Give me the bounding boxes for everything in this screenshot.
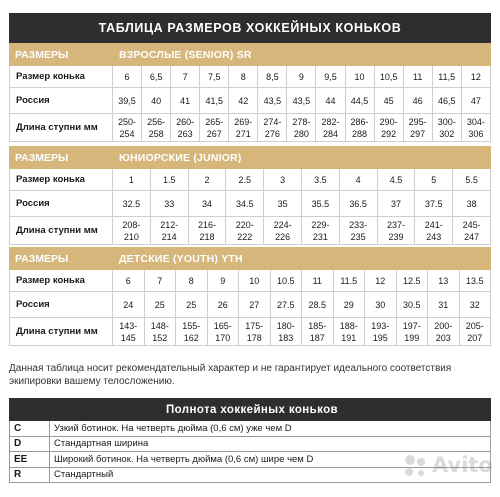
table-cell: 13.5 <box>459 270 491 292</box>
table-cell: 29 <box>333 292 365 318</box>
cell-line: 214 <box>161 231 177 242</box>
table-cell: 35 <box>264 191 302 217</box>
fit-table-header <box>10 399 491 421</box>
cell-line: 233- <box>349 219 368 230</box>
cell-line: 187 <box>309 332 325 343</box>
cell-line: 306 <box>468 128 484 139</box>
section-header-label: РАЗМЕРЫ <box>10 147 113 169</box>
table-cell <box>316 114 345 142</box>
row-label: Россия <box>10 191 113 217</box>
table-cell: 34.5 <box>226 191 264 217</box>
cell-line: 212- <box>160 219 179 230</box>
table-cell: 5 <box>415 169 453 191</box>
table-cell <box>339 217 377 245</box>
table-cell: 27 <box>239 292 271 318</box>
table-cell: 12.5 <box>396 270 428 292</box>
table-cell: 6 <box>113 270 145 292</box>
cell-line: 282- <box>321 116 340 127</box>
cell-line: 239 <box>388 231 404 242</box>
cell-line: 241- <box>424 219 443 230</box>
table-cell: 6 <box>113 66 142 88</box>
table-cell: 47 <box>461 88 490 114</box>
table-cell: 1.5 <box>150 169 188 191</box>
table-cell <box>200 114 229 142</box>
table-cell <box>171 114 200 142</box>
table-cell: 11.5 <box>333 270 365 292</box>
table-cell <box>113 318 145 346</box>
table-cell: 41,5 <box>200 88 229 114</box>
fit-row <box>10 467 491 483</box>
cell-line: 200- <box>434 320 453 331</box>
cell-line: 254 <box>119 128 135 139</box>
section-header <box>10 44 491 66</box>
cell-line: 199 <box>404 332 420 343</box>
table-cell: 12 <box>365 270 397 292</box>
cell-line: 178 <box>246 332 262 343</box>
table-cell <box>365 318 397 346</box>
fit-code: EE <box>10 452 50 468</box>
fit-description: Стандартный <box>50 467 491 483</box>
table-cell: 27.5 <box>270 292 302 318</box>
table-cell: 11,5 <box>432 66 461 88</box>
cell-line: 302 <box>439 128 455 139</box>
cell-line: 191 <box>341 332 357 343</box>
table-cell: 4.5 <box>377 169 415 191</box>
table-cell: 5.5 <box>453 169 491 191</box>
table-cell: 44,5 <box>345 88 374 114</box>
table-cell: 38 <box>453 191 491 217</box>
cell-line: 145 <box>120 332 136 343</box>
table-cell <box>142 114 171 142</box>
cell-line: 286- <box>350 116 369 127</box>
table-cell: 2.5 <box>226 169 264 191</box>
table-row <box>10 318 491 346</box>
table-cell: 8 <box>176 270 208 292</box>
cell-line: 284 <box>322 128 338 139</box>
table-cell: 25 <box>144 292 176 318</box>
table-cell: 45 <box>374 88 403 114</box>
cell-line: 274- <box>263 116 282 127</box>
cell-line: 290- <box>379 116 398 127</box>
table-cell: 41 <box>171 88 200 114</box>
table-cell: 37 <box>377 191 415 217</box>
cell-line: 180- <box>276 320 295 331</box>
table-cell: 40 <box>142 88 171 114</box>
cell-line: 188- <box>339 320 358 331</box>
cell-line: 207 <box>467 332 483 343</box>
cell-line: 218 <box>199 231 215 242</box>
row-label: Размер конька <box>10 270 113 292</box>
cell-line: 260- <box>176 116 195 127</box>
table-cell <box>459 318 491 346</box>
cell-line: 170 <box>215 332 231 343</box>
table-cell: 8 <box>229 66 258 88</box>
table-cell: 43,5 <box>258 88 287 114</box>
fit-code: R <box>10 467 50 483</box>
table-cell: 44 <box>316 88 345 114</box>
table-cell: 10,5 <box>374 66 403 88</box>
table-cell: 33 <box>150 191 188 217</box>
cell-line: 226 <box>275 231 291 242</box>
table-row <box>10 217 491 245</box>
table-cell <box>270 318 302 346</box>
table-cell: 8,5 <box>258 66 287 88</box>
table-cell: 7 <box>144 270 176 292</box>
section-header-label: РАЗМЕРЫ <box>10 248 113 270</box>
fit-row <box>10 436 491 452</box>
cell-line: 229- <box>311 219 330 230</box>
table-cell: 37.5 <box>415 191 453 217</box>
cell-line: 222 <box>237 231 253 242</box>
table-cell: 31 <box>428 292 460 318</box>
cell-line: 237- <box>386 219 405 230</box>
table-cell: 7 <box>171 66 200 88</box>
fit-table-title: Полнота хоккейных коньков <box>10 399 491 421</box>
table-cell: 46,5 <box>432 88 461 114</box>
table-cell: 9 <box>287 66 316 88</box>
table-cell <box>461 114 490 142</box>
cell-line: 263 <box>177 128 193 139</box>
fit-row <box>10 452 491 468</box>
table-cell: 3 <box>264 169 302 191</box>
table-cell: 10 <box>345 66 374 88</box>
cell-line: 245- <box>462 219 481 230</box>
table-cell <box>113 114 142 142</box>
cell-line: 265- <box>205 116 224 127</box>
table-cell <box>333 318 365 346</box>
row-label: Длина ступни мм <box>10 217 113 245</box>
cell-line: 250- <box>118 116 137 127</box>
cell-line: 205- <box>465 320 484 331</box>
table-cell: 13 <box>428 270 460 292</box>
table-cell: 26 <box>207 292 239 318</box>
table-cell: 43,5 <box>287 88 316 114</box>
table-cell: 35.5 <box>301 191 339 217</box>
table-cell <box>396 318 428 346</box>
table-row <box>10 66 491 88</box>
cell-line: 247 <box>464 231 480 242</box>
table-cell <box>239 318 271 346</box>
cell-line: 152 <box>152 332 168 343</box>
table-cell: 1 <box>113 169 151 191</box>
cell-line: 155- <box>182 320 201 331</box>
table-cell <box>176 318 208 346</box>
table-cell <box>345 114 374 142</box>
cell-line: 208- <box>122 219 141 230</box>
cell-line: 183 <box>278 332 294 343</box>
table-cell: 30.5 <box>396 292 428 318</box>
cell-line: 162 <box>183 332 199 343</box>
table-cell: 9 <box>207 270 239 292</box>
row-label: Россия <box>10 292 113 318</box>
youth-size-table <box>9 247 491 346</box>
table-row <box>10 88 491 114</box>
section-header-title: ВЗРОСЛЫЕ (SENIOR) SR <box>113 44 491 66</box>
cell-line: 295- <box>408 116 427 127</box>
table-cell: 2 <box>188 169 226 191</box>
table-cell <box>258 114 287 142</box>
page-title: ТАБЛИЦА РАЗМЕРОВ ХОККЕЙНЫХ КОНЬКОВ <box>9 13 491 43</box>
fit-code: C <box>10 421 50 437</box>
cell-line: 224- <box>273 219 292 230</box>
cell-line: 267 <box>206 128 222 139</box>
table-cell: 7,5 <box>200 66 229 88</box>
section-header <box>10 248 491 270</box>
row-label: Длина ступни мм <box>10 318 113 346</box>
table-row <box>10 191 491 217</box>
cell-line: 195 <box>372 332 388 343</box>
table-cell <box>188 217 226 245</box>
table-cell: 12 <box>461 66 490 88</box>
table-cell: 11 <box>403 66 432 88</box>
section-header-title: ДЕТСКИЕ (YOUTH) YTH <box>113 248 491 270</box>
table-cell <box>403 114 432 142</box>
cell-line: 235 <box>350 231 366 242</box>
table-cell: 3.5 <box>301 169 339 191</box>
cell-line: 300- <box>437 116 456 127</box>
fit-code: D <box>10 436 50 452</box>
table-cell <box>264 217 302 245</box>
row-label: Длина ступни мм <box>10 114 113 142</box>
table-cell <box>113 217 151 245</box>
watermark-text: Avito <box>432 453 493 477</box>
table-cell <box>287 114 316 142</box>
table-cell <box>207 318 239 346</box>
fit-row <box>10 421 491 437</box>
cell-line: 185- <box>308 320 327 331</box>
cell-line: 280 <box>293 128 309 139</box>
section-header-title: ЮНИОРСКИЕ (JUNIOR) <box>113 147 491 169</box>
table-cell <box>144 318 176 346</box>
table-cell: 6,5 <box>142 66 171 88</box>
table-row <box>10 114 491 142</box>
table-cell: 32 <box>459 292 491 318</box>
table-cell: 10 <box>239 270 271 292</box>
row-label: Россия <box>10 88 113 114</box>
table-cell <box>226 217 264 245</box>
table-cell: 24 <box>113 292 145 318</box>
cell-line: 271 <box>235 128 251 139</box>
cell-line: 276 <box>264 128 280 139</box>
section-header-label: РАЗМЕРЫ <box>10 44 113 66</box>
table-row <box>10 292 491 318</box>
table-cell <box>150 217 188 245</box>
table-cell: 11 <box>302 270 334 292</box>
table-cell: 46 <box>403 88 432 114</box>
table-cell <box>374 114 403 142</box>
row-label: Размер конька <box>10 169 113 191</box>
table-cell: 28.5 <box>302 292 334 318</box>
table-cell: 30 <box>365 292 397 318</box>
table-cell <box>377 217 415 245</box>
disclaimer-note: Данная таблица носит рекомендательный характер и не гарантирует идеального соответствия экипировки вашему телосложению. <box>9 363 452 387</box>
cell-line: 297 <box>410 128 426 139</box>
table-cell: 10.5 <box>270 270 302 292</box>
cell-line: 258 <box>148 128 164 139</box>
fit-description: Стандартная ширина <box>50 436 491 452</box>
table-cell: 4 <box>339 169 377 191</box>
table-cell <box>428 318 460 346</box>
cell-line: 216- <box>197 219 216 230</box>
row-label: Размер конька <box>10 66 113 88</box>
cell-line: 278- <box>292 116 311 127</box>
cell-line: 143- <box>119 320 138 331</box>
section-header <box>10 147 491 169</box>
table-cell: 36.5 <box>339 191 377 217</box>
table-cell <box>453 217 491 245</box>
fit-description: Широкий ботинок. На четверть дюйма (0,6 см) шире чем D <box>50 452 491 468</box>
table-cell: 9,5 <box>316 66 345 88</box>
cell-line: 165- <box>213 320 232 331</box>
table-cell: 34 <box>188 191 226 217</box>
table-cell <box>415 217 453 245</box>
table-cell <box>302 318 334 346</box>
junior-size-table <box>9 146 491 245</box>
cell-line: 210 <box>123 231 139 242</box>
cell-line: 175- <box>245 320 264 331</box>
table-cell: 25 <box>176 292 208 318</box>
senior-size-table <box>9 43 491 142</box>
table-cell <box>229 114 258 142</box>
cell-line: 304- <box>466 116 485 127</box>
cell-line: 231 <box>312 231 328 242</box>
cell-line: 269- <box>234 116 253 127</box>
table-cell: 39,5 <box>113 88 142 114</box>
table-row <box>10 270 491 292</box>
cell-line: 288 <box>352 128 368 139</box>
cell-line: 256- <box>147 116 166 127</box>
table-cell <box>301 217 339 245</box>
cell-line: 193- <box>371 320 390 331</box>
table-cell: 42 <box>229 88 258 114</box>
table-row <box>10 169 491 191</box>
cell-line: 243 <box>426 231 442 242</box>
table-cell: 32.5 <box>113 191 151 217</box>
cell-line: 220- <box>235 219 254 230</box>
cell-line: 203 <box>435 332 451 343</box>
table-cell <box>432 114 461 142</box>
cell-line: 292 <box>381 128 397 139</box>
cell-line: 197- <box>402 320 421 331</box>
cell-line: 148- <box>150 320 169 331</box>
fit-table <box>9 398 491 483</box>
fit-description: Узкий ботинок. На четверть дюйма (0,6 см) уже чем D <box>50 421 491 437</box>
